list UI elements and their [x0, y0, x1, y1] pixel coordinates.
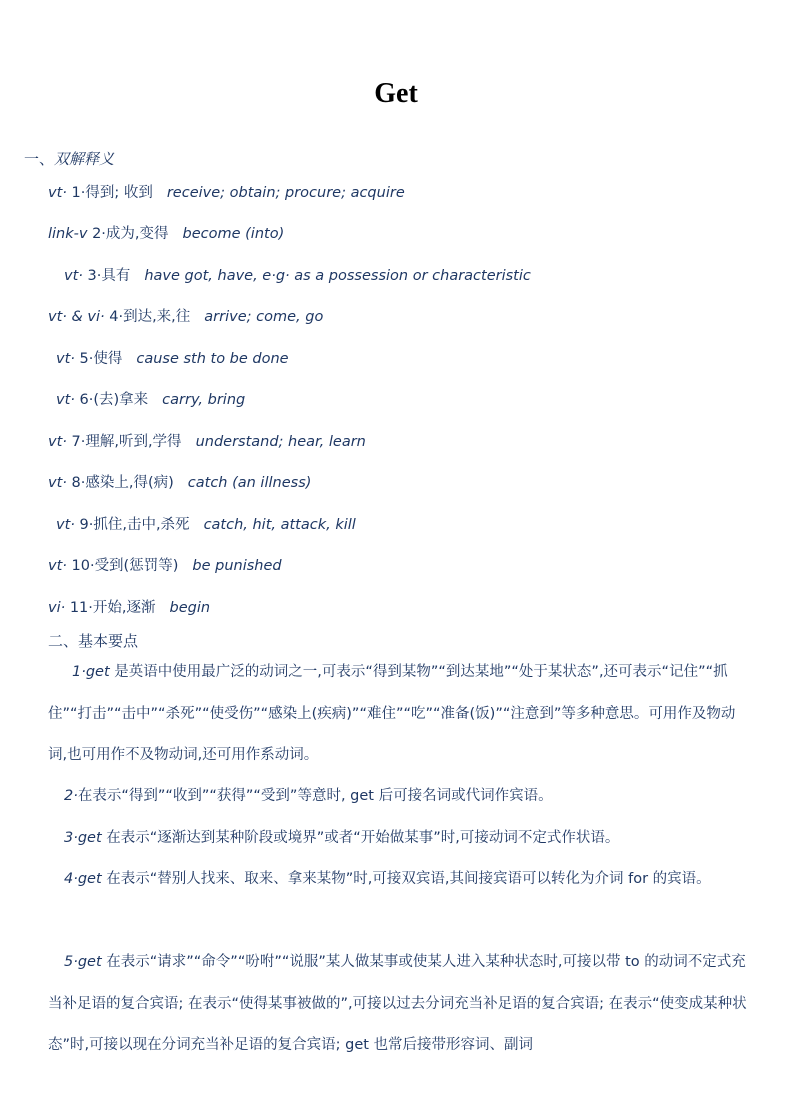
definition-english: carry, bring	[162, 392, 246, 408]
definition-number: 4·	[109, 309, 124, 325]
definition-item	[48, 181, 405, 202]
part-of-speech: vt·	[56, 517, 75, 533]
definition-number: 7·	[71, 434, 86, 450]
definition-chinese: (去)拿来	[93, 392, 149, 408]
part-of-speech: vt·	[56, 392, 75, 408]
definition-english: become (into)	[182, 226, 285, 242]
definition-number: 8·	[71, 475, 86, 491]
section-heading-definitions	[24, 148, 114, 169]
definition-chinese: 具有	[101, 268, 131, 284]
definition-chinese: 成为,变得	[105, 226, 169, 242]
section-heading-key-points: 二、基本要点	[48, 632, 139, 650]
definition-chinese: 到达,来,往	[123, 309, 191, 325]
definition-number: 2·	[92, 226, 106, 242]
definition-chinese: 受到(惩罚等)	[94, 558, 179, 574]
page-title: Get	[374, 78, 418, 109]
part-of-speech: vt·	[64, 268, 83, 284]
key-point-lead: 2·	[64, 788, 78, 804]
definition-chinese: 使得	[93, 351, 123, 367]
definition-item	[48, 430, 366, 451]
definition-english: catch, hit, attack, kill	[203, 517, 356, 533]
definition-chinese: 开始,逐渐	[92, 600, 156, 616]
definition-english: be punished	[192, 558, 282, 574]
part-of-speech: vt·	[48, 558, 67, 574]
definition-english: understand; hear, learn	[195, 434, 366, 450]
definition-number: 10·	[71, 558, 95, 574]
definition-item	[64, 264, 531, 285]
section-heading-text: 双解释义	[54, 150, 115, 168]
key-point-paragraph	[48, 776, 748, 818]
definition-number: 6·	[79, 392, 94, 408]
key-point-text: 在表示“替别人找来、取来、拿来某物”时,可接双宾语,其间接宾语可以转化为介词 for 的宾语。	[101, 871, 711, 887]
definition-chinese: 理解,听到,学得	[85, 434, 182, 450]
definition-item	[56, 347, 289, 368]
key-point-paragraph	[48, 859, 748, 901]
key-point-lead: 4·get	[64, 871, 102, 887]
key-point-lead: 5·get	[64, 954, 102, 970]
definition-item	[48, 471, 311, 492]
definition-item	[56, 513, 356, 534]
definition-chinese: 感染上,得(病)	[85, 475, 174, 491]
key-point-paragraph	[48, 942, 748, 1067]
definition-number: 1·	[71, 185, 86, 201]
definition-english: have got, have, e·g· as a possession or characteristic	[144, 268, 531, 284]
part-of-speech: vi·	[48, 600, 66, 616]
key-point-paragraph	[48, 652, 748, 777]
key-point-text: 在表示“请求”“命令”“吩咐”“说服”某人做某事或使某人进入某种状态时,可接以带 to 的动词不定式充当补足语的复合宾语; 在表示“使得某事被做的”,可接以过去分词充当补足语的复合宾语; 在表示“使变成某种状态”时,可接以现在分词充当补足语的复合宾语; get 也常后接带形容词、副词	[48, 954, 747, 1053]
part-of-speech: vt·	[48, 475, 67, 491]
part-of-speech: vt·	[48, 185, 67, 201]
part-of-speech: vt· & vi·	[48, 309, 105, 325]
key-point-lead: 3·get	[64, 830, 102, 846]
key-point-text: 是英语中使用最广泛的动词之一,可表示“得到某物”“到达某地”“处于某状态”,还可表示“记住”“抓住”“打击”“击中”“杀死”“使受伤”“感染上(疾病)”“难住”“吃”“准备(饭)”“注意到”等多种意思。可用作及物动词,也可用作不及物动词,还可用作系动词。	[48, 664, 736, 763]
definition-english: arrive; come, go	[204, 309, 324, 325]
definition-item	[48, 596, 210, 617]
definition-item	[56, 388, 245, 409]
part-of-speech: link-v	[48, 226, 88, 242]
definition-english: begin	[169, 600, 211, 616]
definition-item	[48, 554, 282, 575]
key-point-text: 在表示“逐渐达到某种阶段或境界”或者“开始做某事”时,可接动词不定式作状语。	[101, 830, 620, 846]
definition-number: 5·	[79, 351, 94, 367]
definition-english: catch (an illness)	[187, 475, 312, 491]
key-point-paragraph	[48, 818, 748, 860]
definition-number: 11·	[69, 600, 93, 616]
key-point-lead: 1·get	[72, 664, 110, 680]
part-of-speech: vt·	[56, 351, 75, 367]
section-number: 一、	[24, 150, 55, 168]
definition-number: 3·	[87, 268, 102, 284]
definition-item	[48, 305, 323, 326]
key-point-text: 在表示“得到”“收到”“获得”“受到”等意时, get 后可接名词或代词作宾语。	[77, 788, 553, 804]
definition-chinese: 得到; 收到	[85, 185, 153, 201]
definition-english: receive; obtain; procure; acquire	[166, 185, 405, 201]
definition-item	[48, 222, 284, 243]
definition-number: 9·	[79, 517, 94, 533]
definition-chinese: 抓住,击中,杀死	[93, 517, 190, 533]
part-of-speech: vt·	[48, 434, 67, 450]
definition-english: cause sth to be done	[136, 351, 289, 367]
